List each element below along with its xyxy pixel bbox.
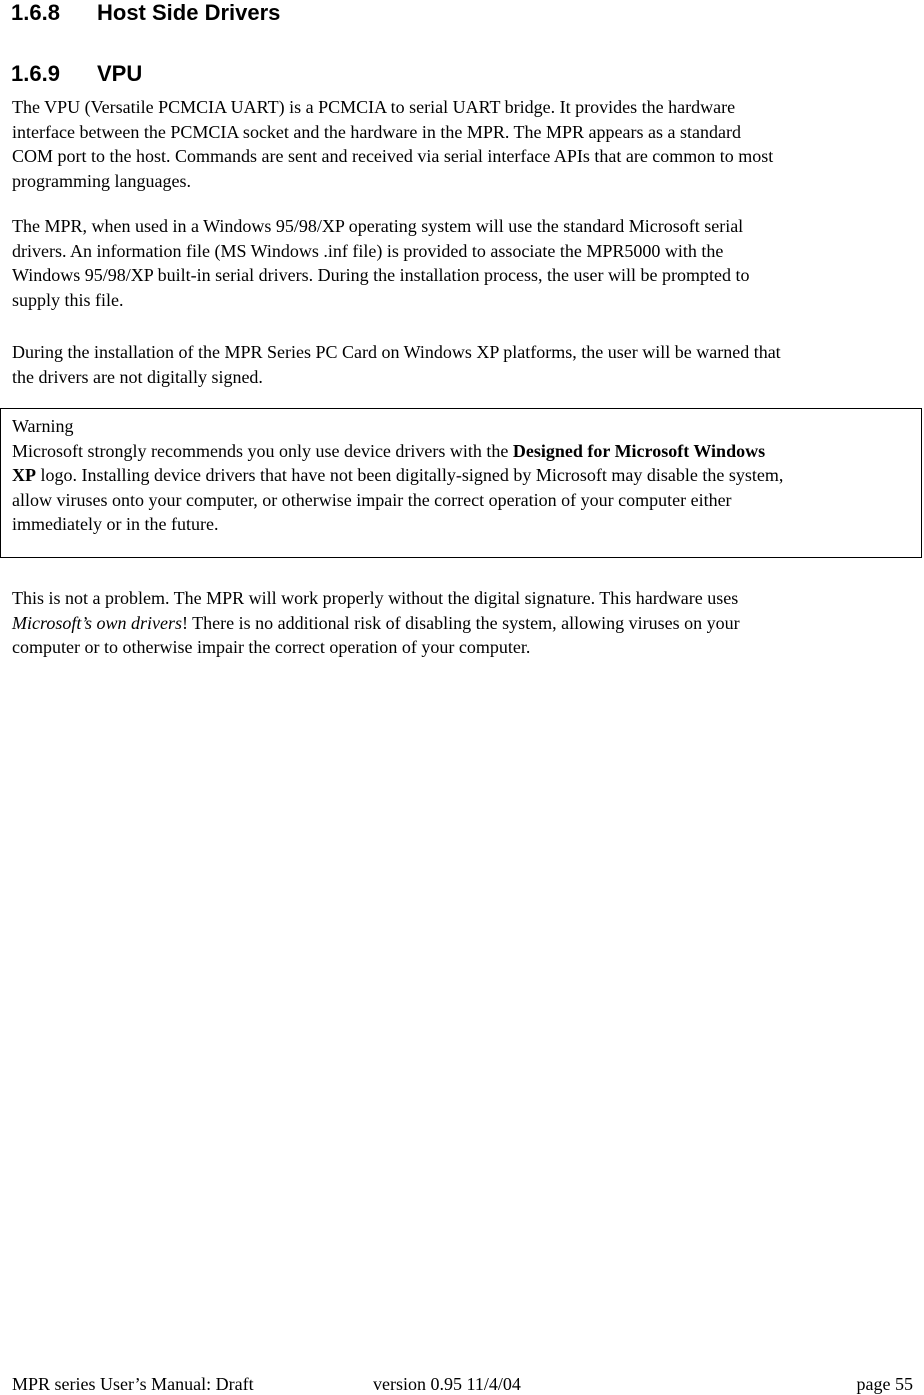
section-number: 1.6.9: [11, 61, 60, 86]
text-line: COM port to the host. Commands are sent and received via serial interface APIs that are common to most: [12, 146, 774, 166]
text-line: drivers. An information file (MS Windows .inf file) is provided to associate the MPR5000 with the: [12, 240, 724, 261]
footer-page-number: page 55: [856, 1374, 913, 1394]
section-title: Host Side Drivers: [97, 0, 281, 25]
text-span: ! There is no additional risk of disabling the system, allowing viruses on your: [182, 612, 740, 633]
bold-text: XP: [12, 465, 36, 485]
footer-version: version 0.95 11/4/04: [373, 1374, 521, 1394]
text-line: interface between the PCMCIA socket and the hardware in the MPR. The MPR appears as a standard: [12, 121, 741, 142]
warning-text: [12, 414, 783, 537]
text-line: During the installation of the MPR Series PC Card on Windows XP platforms, the user will be warned that: [12, 342, 781, 362]
text-span: Microsoft strongly recommends you only use device drivers with the: [12, 440, 513, 461]
text-line: the drivers are not digitally signed.: [12, 366, 263, 387]
italic-text: Microsoft’s own drivers: [12, 612, 183, 633]
paragraph-windows-drivers: [12, 214, 750, 312]
text-line: [12, 463, 783, 488]
section-title: VPU: [97, 61, 143, 86]
section-heading-vpu: [11, 61, 142, 87]
text-line: This is not a problem. The MPR will work properly without the digital signature. This hardware uses: [12, 588, 739, 608]
warning-box: [0, 408, 922, 558]
text-line: Windows 95/98/XP built-in serial drivers. During the installation process, the user will be prompted to: [12, 265, 750, 285]
paragraph-not-a-problem: [12, 586, 740, 660]
bold-text: Designed for Microsoft Windows: [512, 440, 766, 461]
text-line: [12, 611, 740, 636]
footer-manual-title: MPR series User’s Manual: Draft: [12, 1374, 254, 1394]
text-line: The MPR, when used in a Windows 95/98/XP operating system will use the standard Microsoft serial: [12, 216, 744, 236]
text-line: programming languages.: [12, 170, 191, 191]
text-line: immediately or in the future.: [12, 514, 219, 534]
section-number: 1.6.8: [11, 0, 60, 25]
paragraph-vpu-intro: [12, 95, 773, 193]
text-line: [12, 439, 783, 464]
text-span: logo. Installing device drivers that have not been digitally-signed by Microsoft may disable the system,: [36, 465, 784, 485]
text-line: The VPU (Versatile PCMCIA UART) is a PCMCIA to serial UART bridge. It provides the hardware: [12, 97, 736, 117]
paragraph-installation-warning: [12, 340, 781, 389]
text-line: supply this file.: [12, 289, 124, 310]
section-heading-host-side-drivers: [11, 0, 280, 26]
text-line: allow viruses onto your computer, or otherwise impair the correct operation of your computer either: [12, 489, 732, 510]
text-line: computer or to otherwise impair the correct operation of your computer.: [12, 637, 531, 657]
warning-title: Warning: [12, 416, 74, 436]
